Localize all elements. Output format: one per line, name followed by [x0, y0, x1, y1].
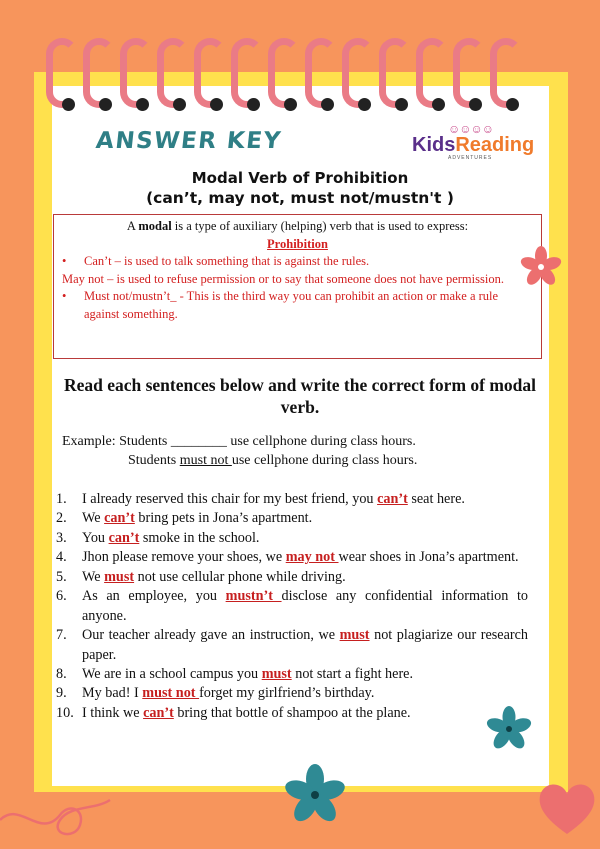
- answer-key-heading: ANSWER KEY: [94, 128, 283, 154]
- definition-intro: A modal is a type of auxiliary (helping) verb that is used to express:: [126, 219, 469, 233]
- logo-text: KidsReading: [412, 134, 535, 156]
- binding-hole: [173, 98, 186, 111]
- answer-text: can’t: [104, 510, 135, 527]
- binding-hole: [432, 98, 445, 111]
- may-not-definition: May not – is used to refuse permission or to say that someone does not have permission.: [62, 271, 504, 286]
- answer-text: must not: [142, 685, 200, 702]
- answer-text: can’t: [377, 491, 408, 507]
- binding-hole: [284, 98, 297, 111]
- cant-definition: • Can’t – is used to talk something that is against the rules.: [62, 253, 533, 271]
- binding-hole: [469, 98, 482, 111]
- binding-hole: [395, 98, 408, 111]
- binding-hole: [136, 98, 149, 111]
- answer-text: can’t: [143, 704, 174, 721]
- kidsreading-logo: [412, 122, 538, 162]
- binding-hole: [358, 98, 371, 111]
- question-item: 1. I already reserved this chair for my best friend, you can’t seat here.: [56, 491, 465, 507]
- binding-hole: [210, 98, 223, 111]
- example-line-1: Example: Students ________ use cellphone during class hours.: [62, 434, 416, 449]
- squiggle-decoration-icon: [0, 780, 120, 849]
- definition-box: [53, 214, 542, 359]
- question-item: 7. Our teacher already gave an instruction, we must not plagiarize our research paper.: [56, 627, 528, 663]
- kids-figures-icon: ☺☺☺☺: [448, 122, 494, 136]
- question-item: 6. As an employee, you mustn’t disclose any confidential information to anyone.: [56, 588, 529, 624]
- question-item: 10. I think we can’t bring that bottle of shampoo at the plane.: [56, 704, 411, 721]
- answer-text: must: [339, 627, 370, 644]
- question-item: 9. My bad! I must not forget my girlfriend’s birthday.: [56, 685, 375, 702]
- binding-hole: [321, 98, 334, 111]
- logo-subtitle: ADVENTURES: [448, 155, 493, 161]
- must-not-definition: • Must not/mustn’t_ - This is the third way you can prohibit an action or make a rule against something.: [62, 288, 533, 323]
- binding-hole: [506, 98, 519, 111]
- example-block: [62, 432, 417, 470]
- binding-holes: [58, 98, 548, 112]
- binding-hole: [62, 98, 75, 111]
- title-line-2: (can’t, may not, must not/mustn't ): [146, 189, 454, 207]
- teal-flower-large-icon: [284, 764, 346, 826]
- question-item: 4. Jhon please remove your shoes, we may not wear shoes in Jona’s apartment.: [56, 549, 519, 566]
- question-item: 2. We can’t bring pets in Jona’s apartment.: [56, 510, 313, 527]
- title-line-1: Modal Verb of Prohibition: [191, 169, 409, 187]
- instructions: Read each sentences below and write the correct form of modal verb.: [63, 375, 537, 417]
- answer-text: can’t: [108, 529, 140, 546]
- question-item: 5. We must not use cellular phone while driving.: [56, 568, 346, 585]
- answer-text: must: [261, 665, 292, 682]
- answer-text: may not: [285, 549, 339, 566]
- binding-hole: [247, 98, 260, 111]
- prohibition-heading: Prohibition: [267, 236, 328, 251]
- page-title: [60, 168, 540, 208]
- answer-text: must: [104, 568, 135, 585]
- binding-hole: [99, 98, 112, 111]
- question-item: 8. We are in a school campus you must not start a fight here.: [56, 665, 414, 682]
- answer-text: mustn’t: [225, 588, 282, 605]
- example-line-2: Students must not use cellphone during class hours.: [128, 453, 418, 468]
- heart-icon: [536, 778, 598, 838]
- question-item: 3. You can’t smoke in the school.: [56, 529, 260, 546]
- teal-flower-icon: [486, 706, 532, 752]
- question-list: [56, 490, 528, 723]
- coral-flower-icon: [520, 246, 562, 288]
